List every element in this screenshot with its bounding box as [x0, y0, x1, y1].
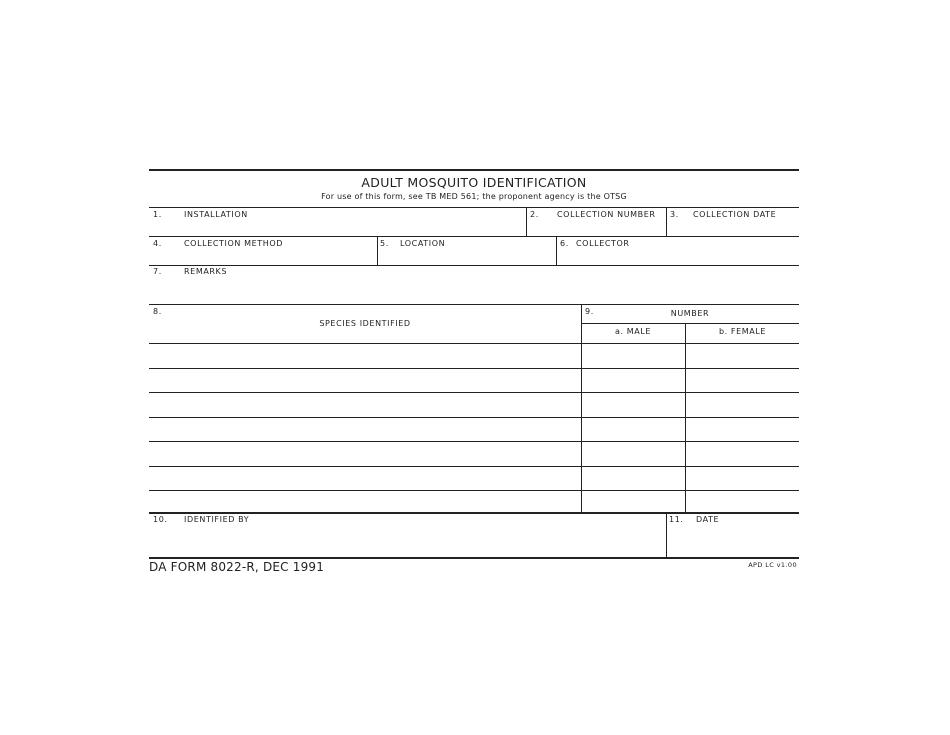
- female-count-cell[interactable]: [686, 344, 799, 368]
- installation-num: 1.: [153, 210, 162, 219]
- collection-method-num: 4.: [153, 239, 162, 248]
- collector-num: 6.: [560, 239, 569, 248]
- species-cell[interactable]: [149, 369, 581, 393]
- form-number: DA FORM 8022-R, DEC 1991: [149, 560, 325, 574]
- male-count-cell[interactable]: [582, 393, 685, 417]
- species-cell[interactable]: [149, 491, 581, 515]
- female-count-cell[interactable]: [686, 393, 799, 417]
- species-header-top-rule: [149, 304, 799, 305]
- top-rule: [149, 169, 799, 171]
- male-count-cell[interactable]: [582, 418, 685, 442]
- date-label: DATE: [696, 515, 720, 524]
- female-count-cell[interactable]: [686, 442, 799, 466]
- female-count-cell[interactable]: [686, 467, 799, 491]
- species-cell[interactable]: [149, 344, 581, 368]
- species-cell[interactable]: [149, 393, 581, 417]
- male-header: a. MALE: [614, 327, 652, 336]
- date-num: 11.: [669, 515, 684, 524]
- female-count-cell[interactable]: [686, 369, 799, 393]
- number-header: NUMBER: [670, 309, 710, 318]
- remarks-field[interactable]: [149, 266, 799, 304]
- species-cell[interactable]: [149, 467, 581, 491]
- male-count-cell[interactable]: [582, 491, 685, 515]
- male-count-cell[interactable]: [582, 369, 685, 393]
- location-label: LOCATION: [400, 239, 446, 248]
- remarks-label: REMARKS: [184, 267, 228, 276]
- collection-method-label: COLLECTION METHOD: [184, 239, 284, 248]
- number-num: 9.: [585, 307, 594, 316]
- male-count-cell[interactable]: [582, 442, 685, 466]
- remarks-num: 7.: [153, 267, 162, 276]
- location-num: 5.: [380, 239, 389, 248]
- collection-number-label: COLLECTION NUMBER: [557, 210, 656, 219]
- number-sub-rule: [581, 323, 799, 324]
- date-field[interactable]: [667, 514, 799, 557]
- identified-by-label: IDENTIFIED BY: [184, 515, 250, 524]
- species-header: SPECIES IDENTIFIED: [319, 319, 411, 328]
- female-count-cell[interactable]: [686, 491, 799, 515]
- installation-label: INSTALLATION: [184, 210, 248, 219]
- bottom-rule: [149, 557, 799, 559]
- species-cell[interactable]: [149, 418, 581, 442]
- species-cell[interactable]: [149, 442, 581, 466]
- collection-date-num: 3.: [670, 210, 679, 219]
- male-count-cell[interactable]: [582, 467, 685, 491]
- form-title: ADULT MOSQUITO IDENTIFICATION: [361, 175, 587, 190]
- form-version: APD LC v1.00: [748, 561, 797, 569]
- identified-by-num: 10.: [153, 515, 168, 524]
- female-header: b. FEMALE: [718, 327, 767, 336]
- collector-label: COLLECTOR: [576, 239, 630, 248]
- male-count-cell[interactable]: [582, 344, 685, 368]
- species-num: 8.: [153, 307, 162, 316]
- form-subtitle: For use of this form, see TB MED 561; the proponent agency is the OTSG: [321, 192, 627, 201]
- collection-number-num: 2.: [530, 210, 539, 219]
- female-count-cell[interactable]: [686, 418, 799, 442]
- collection-date-label: COLLECTION DATE: [693, 210, 777, 219]
